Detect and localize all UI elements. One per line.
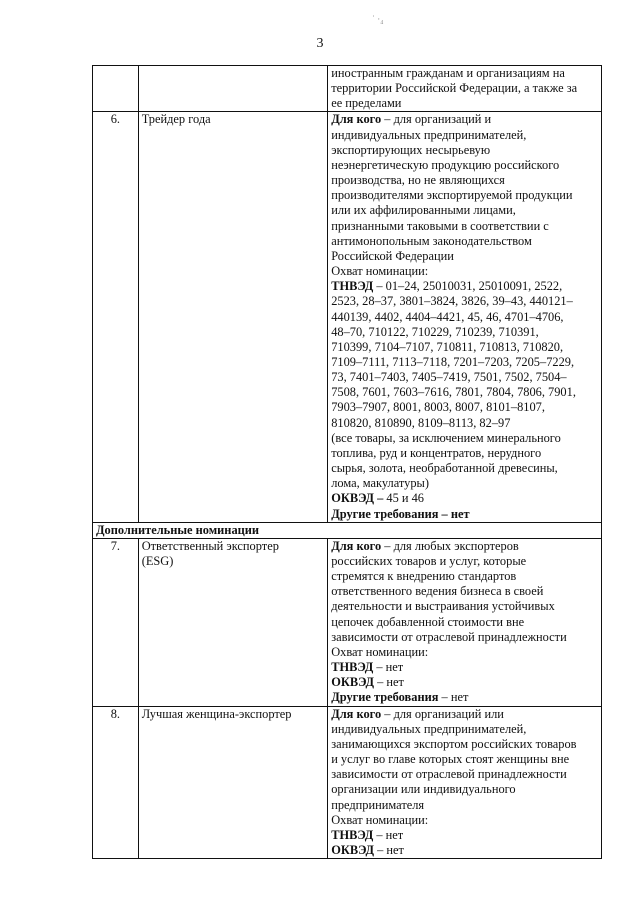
text-line: сырья, золота, необработанной древесины, xyxy=(331,461,558,476)
text-line: лома, макулатуры) xyxy=(331,476,430,491)
section-row xyxy=(93,522,602,538)
row-number: 8. xyxy=(93,706,139,859)
name-line: Ответственный экспортер xyxy=(141,538,279,553)
text-line: антимонопольным законодательством xyxy=(331,233,532,248)
nominations-table xyxy=(92,65,602,859)
section-title: Дополнительные номинации xyxy=(93,522,602,538)
okved-value: 45 и 46 xyxy=(383,491,424,506)
okved-value: – нет xyxy=(373,675,404,690)
table-row-continuation xyxy=(93,66,602,112)
text-line: организации или индивидуального xyxy=(331,782,516,797)
text-line: и услуг во главе которых стоят женщины вне xyxy=(331,752,570,767)
text-line: российских товаров и услуг, которые xyxy=(331,554,527,568)
row-number: 6. xyxy=(93,112,139,522)
who-label: Для кого xyxy=(331,538,382,553)
okved-label: ОКВЭД – xyxy=(331,491,384,506)
tnved-codes: – 01–24, 25010031, 25010091, 2522, xyxy=(373,279,563,294)
text-line: топлива, руд и концентратов, нерудного xyxy=(331,445,542,460)
okved-value: – нет xyxy=(373,842,404,857)
table-row-7 xyxy=(93,538,602,706)
name-line: (ESG) xyxy=(141,554,174,568)
who-label: Для кого xyxy=(331,706,382,721)
description-cell xyxy=(328,538,602,706)
text-line: цепочек добавленной стоимости вне xyxy=(331,614,525,629)
number-cell xyxy=(93,66,139,112)
tnved-label: ТНВЭД xyxy=(331,660,374,675)
row-number: 7. xyxy=(93,538,139,706)
text-line: ее пределами xyxy=(331,96,402,111)
text-line: индивидуальных предпринимателей, xyxy=(331,721,527,736)
table-row-8 xyxy=(93,706,602,859)
text-line: иностранным гражданам и организациям на xyxy=(331,66,565,80)
text-line: 2523, 28–37, 3801–3824, 3826, 39–43, 440121– xyxy=(331,294,573,309)
tnved-value: – нет xyxy=(373,660,404,675)
nomination-name: Трейдер года xyxy=(138,112,328,522)
text-line: производства, но не являющихся xyxy=(331,173,505,188)
who-text: – для любых экспортеров xyxy=(381,538,519,553)
scan-speck: ˙ ·₄ xyxy=(372,14,384,24)
description-cell xyxy=(328,66,602,112)
okved-label: ОКВЭД xyxy=(331,675,374,690)
other-requirements-label: Другие требования xyxy=(331,690,439,705)
text-line: 73, 7401–7403, 7405–7419, 7501, 7502, 7504– xyxy=(331,370,567,385)
description-cell xyxy=(328,112,602,522)
text-line: Российской Федерации xyxy=(331,248,454,263)
text-line: производителями экспортируемой продукции xyxy=(331,188,573,203)
other-requirements: Другие требования – нет xyxy=(331,506,470,521)
text-line: 810820, 810890, 8109–8113, 82–97 xyxy=(331,415,511,430)
text-line: неэнергетическую продукцию российского xyxy=(331,157,560,172)
other-requirements-value: – нет xyxy=(438,690,469,705)
text-line: (все товары, за исключением минерального xyxy=(331,430,561,445)
tnved-value: – нет xyxy=(373,827,404,842)
text-line: 7109–7111, 7113–7118, 7201–7203, 7205–7229, xyxy=(331,354,575,369)
text-line: предпринимателя xyxy=(331,797,425,812)
text-line: зависимости от отраслевой принадлежности xyxy=(331,767,567,782)
text-line: признанными таковыми в соответствии с xyxy=(331,218,549,233)
text-line: 7508, 7601, 7603–7616, 7801, 7804, 7806, 7901, xyxy=(331,385,576,400)
page-number: 3 xyxy=(316,36,324,51)
text-line: 440139, 4402, 4404–4421, 45, 46, 4701–4706, xyxy=(331,309,564,324)
table-row-6 xyxy=(93,112,602,522)
text-line: стремятся к внедрению стандартов xyxy=(331,569,517,584)
text-line: территории Российской Федерации, а также за xyxy=(331,81,578,96)
description-cell xyxy=(328,706,602,859)
text-line: экспортирующих несырьевую xyxy=(331,142,491,157)
text-line: или их аффилированными лицами, xyxy=(331,203,516,218)
who-text: – для организаций или xyxy=(381,706,504,721)
who-text: – для организаций и xyxy=(381,112,492,127)
text-line: 7903–7907, 8001, 8003, 8007, 8101–8107, xyxy=(331,400,545,415)
tnved-label: ТНВЭД xyxy=(331,827,374,842)
text-line: ответственного ведения бизнеса в своей xyxy=(331,584,544,599)
name-cell xyxy=(138,66,328,112)
coverage-label: Охват номинации: xyxy=(331,812,429,827)
coverage-label: Охват номинации: xyxy=(331,644,429,659)
text-line: индивидуальных предпринимателей, xyxy=(331,127,527,142)
coverage-label: Охват номинации: xyxy=(331,264,429,279)
who-label: Для кого xyxy=(331,112,382,127)
nomination-name: Лучшая женщина-экспортер xyxy=(138,706,328,859)
text-line: деятельности и выстраивания устойчивых xyxy=(331,599,555,614)
text-line: занимающихся экспортом российских товаров xyxy=(331,736,577,751)
text-line: зависимости от отраслевой принадлежности xyxy=(331,629,567,644)
tnved-label: ТНВЭД xyxy=(331,279,374,294)
nomination-name xyxy=(138,538,328,706)
text-line: 48–70, 710122, 710229, 710239, 710391, xyxy=(331,324,539,339)
text-line: 710399, 7104–7107, 710811, 710813, 710820, xyxy=(331,339,564,354)
okved-label: ОКВЭД xyxy=(331,842,374,857)
